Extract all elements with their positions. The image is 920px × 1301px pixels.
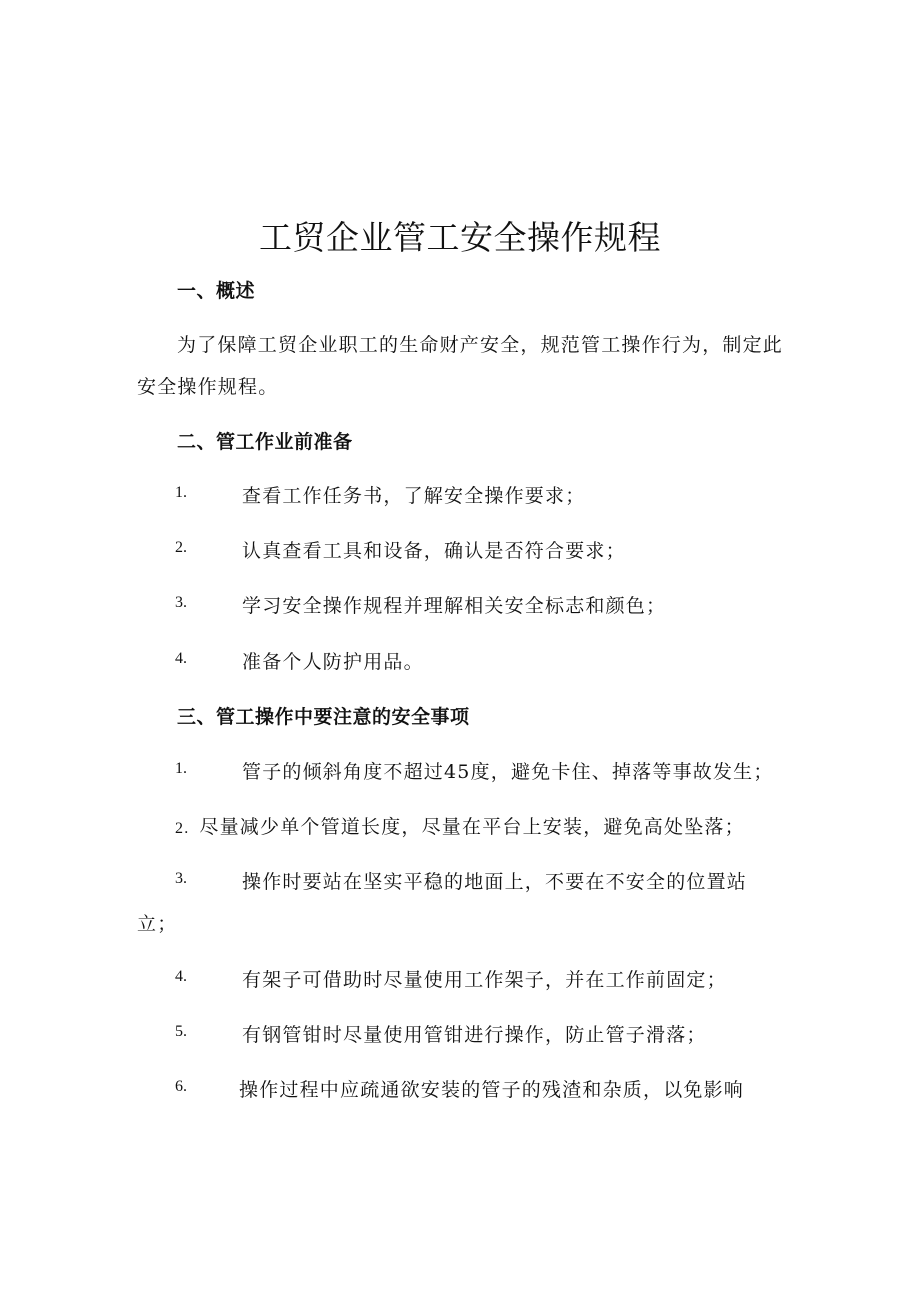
overview-paragraph-line-1: 为了保障工贸企业职工的生命财产安全，规范管工操作行为，制定此: [177, 334, 784, 356]
safety-item-6-text: 操作过程中应疏通欲安装的管子的残渣和杂质，以免影响: [239, 1079, 745, 1101]
safety-item-3-continuation: 立；: [137, 913, 178, 935]
safety-item-3-number: 3.: [175, 870, 187, 887]
section-heading-overview: 一、概述: [177, 280, 256, 302]
overview-paragraph-line-2: 安全操作规程。: [137, 376, 279, 398]
section-heading-preparation: 二、管工作业前准备: [177, 431, 353, 453]
prep-item-2-number: 2.: [175, 539, 187, 556]
safety-item-1-text: 管子的倾斜角度不超过45度，避免卡住、掉落等事故发生；: [242, 761, 774, 783]
safety-item-5-text: 有钢管钳时尽量使用管钳进行操作，防止管子滑落；: [242, 1024, 707, 1046]
safety-item-3-text: 操作时要站在坚实平稳的地面上，不要在不安全的位置站: [242, 871, 748, 893]
prep-item-4-text: 准备个人防护用品。: [242, 651, 424, 673]
safety-item-4-number: 4.: [175, 968, 187, 985]
document-title: 工贸企业管工安全操作规程: [259, 218, 661, 257]
prep-item-1-text: 查看工作任务书，了解安全操作要求；: [242, 485, 586, 507]
prep-item-1-number: 1.: [175, 484, 187, 501]
prep-item-3-text: 学习安全操作规程并理解相关安全标志和颜色；: [242, 595, 667, 617]
prep-item-3-number: 3.: [175, 594, 187, 611]
safety-item-1-number: 1.: [175, 760, 187, 777]
prep-item-2-text: 认真查看工具和设备，确认是否符合要求；: [242, 540, 626, 562]
prep-item-4-number: 4.: [175, 650, 187, 667]
safety-item-4-text: 有架子可借助时尽量使用工作架子，并在工作前固定；: [242, 969, 727, 991]
safety-item-2-number: 2.: [175, 820, 190, 837]
safety-item-6-number: 6.: [175, 1078, 187, 1095]
safety-item-5-number: 5.: [175, 1023, 187, 1040]
section-heading-safety-items: 三、管工操作中要注意的安全事项: [177, 706, 470, 728]
safety-item-2-text: 尽量减少单个管道长度，尽量在平台上安装，避免高处坠落；: [199, 816, 745, 838]
safety-item-2: [175, 812, 745, 839]
